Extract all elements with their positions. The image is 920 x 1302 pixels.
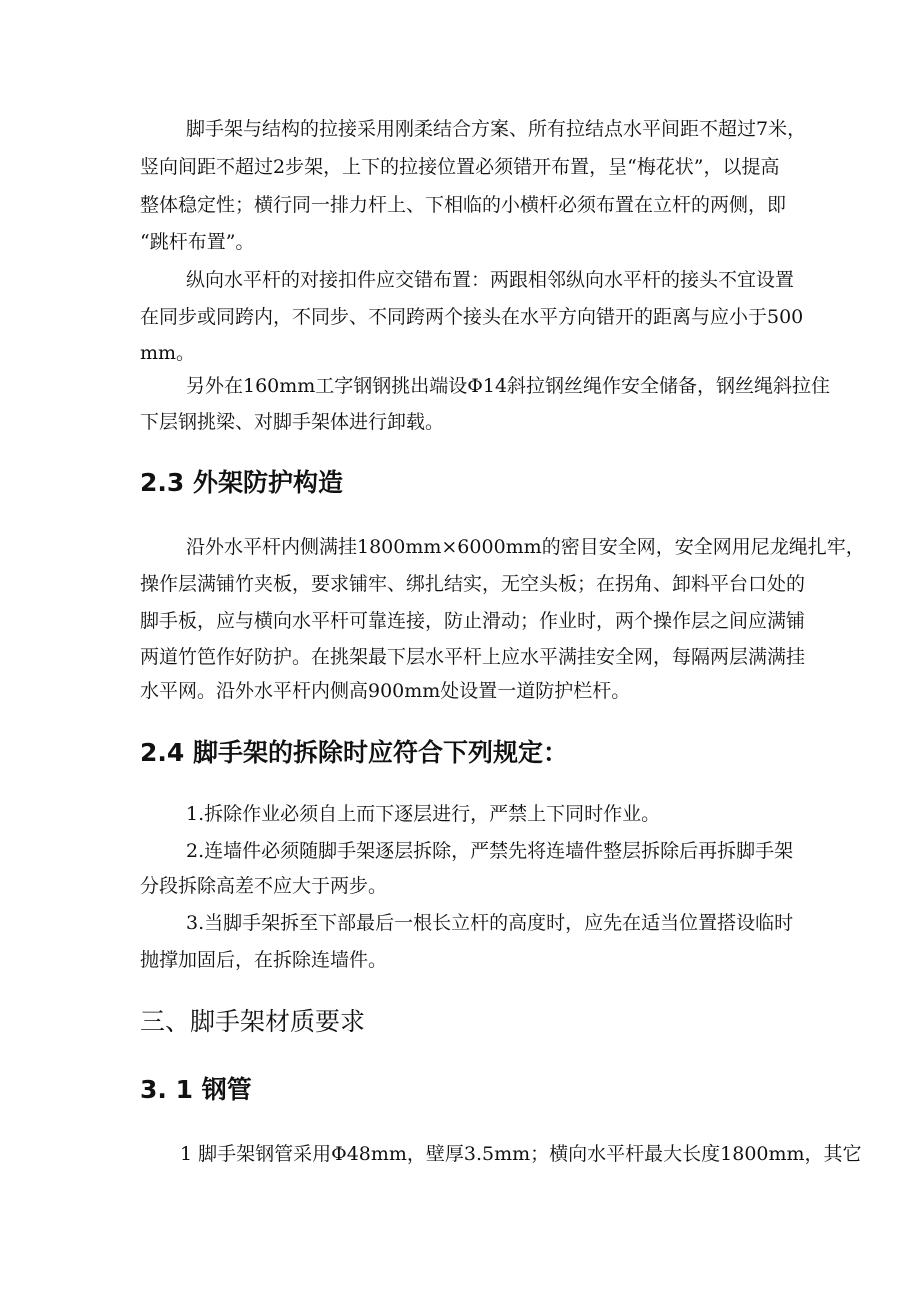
paragraph-line: 整体稳定性；横行同一排力杆上、下相临的小横杆必须布置在立杆的两侧，即 — [140, 194, 787, 216]
paragraph-line: 下层钢挑梁、对脚手架体进行卸载。 — [140, 411, 445, 433]
section-heading-2-4: 2.4 脚手架的拆除时应符合下列规定： — [140, 738, 568, 767]
paragraph-line: 1 脚手架钢管采用Φ48mm，壁厚3.5mm；横向水平杆最大长度1800mm，其它 — [180, 1143, 862, 1165]
list-item: 1.拆除作业必须自上而下逐层进行，严禁上下同时作业。 — [186, 803, 661, 825]
paragraph-line: “跳杆布置”。 — [140, 231, 255, 253]
paragraph-line: 纵向水平杆的对接扣件应交错布置：两跟相邻纵向水平杆的接头不宜设置 — [186, 269, 795, 291]
section-heading-3-1: 3. 1 钢管 — [140, 1075, 252, 1104]
list-item-continuation: 分段拆除高差不应大于两步。 — [140, 875, 388, 897]
paragraph-line: 沿外水平杆内侧满挂1800mm×6000mm的密目安全网，安全网用尼龙绳扎牢， — [186, 536, 865, 558]
list-item: 2.连墙件必须随脚手架逐层拆除，严禁先将连墙件整层拆除后再拆脚手架 — [186, 840, 794, 862]
section-heading-2-3: 2.3 外架防护构造 — [140, 468, 343, 497]
list-item-continuation: 抛撑加固后，在拆除连墙件。 — [140, 949, 388, 971]
paragraph-line: 两道竹笆作好防护。在挑架最下层水平杆上应水平满挂安全网，每隔两层满满挂 — [140, 646, 806, 668]
paragraph-line: 竖向间距不超过2步架，上下的拉接位置必须错开布置，呈“梅花状”，以提高 — [140, 156, 780, 178]
chapter-heading-3: 三、脚手架材质要求 — [140, 1007, 366, 1036]
paragraph-line: 脚手架与结构的拉接采用刚柔结合方案、所有拉结点水平间距不超过7米， — [186, 118, 807, 140]
paragraph-line: 水平网。沿外水平杆内侧高900mm处设置一道防护栏杆。 — [140, 680, 631, 702]
paragraph-line: 在同步或同跨内，不同步、不同跨两个接头在水平方向错开的距离与应小于500 — [140, 306, 804, 328]
paragraph-line: mm。 — [140, 342, 196, 364]
paragraph-line: 另外在160mm工字钢钢挑出端设Φ14斜拉钢丝绳作安全储备，钢丝绳斜拉住 — [186, 375, 831, 397]
list-item: 3.当脚手架拆至下部最后一根长立杆的高度时，应先在适当位置搭设临时 — [186, 912, 794, 934]
paragraph-line: 操作层满铺竹夹板，要求铺牢、绑扎结实，无空头板；在拐角、卸料平台口处的 — [140, 573, 806, 595]
paragraph-line: 脚手板，应与横向水平杆可靠连接，防止滑动；作业时，两个操作层之间应满铺 — [140, 610, 806, 632]
